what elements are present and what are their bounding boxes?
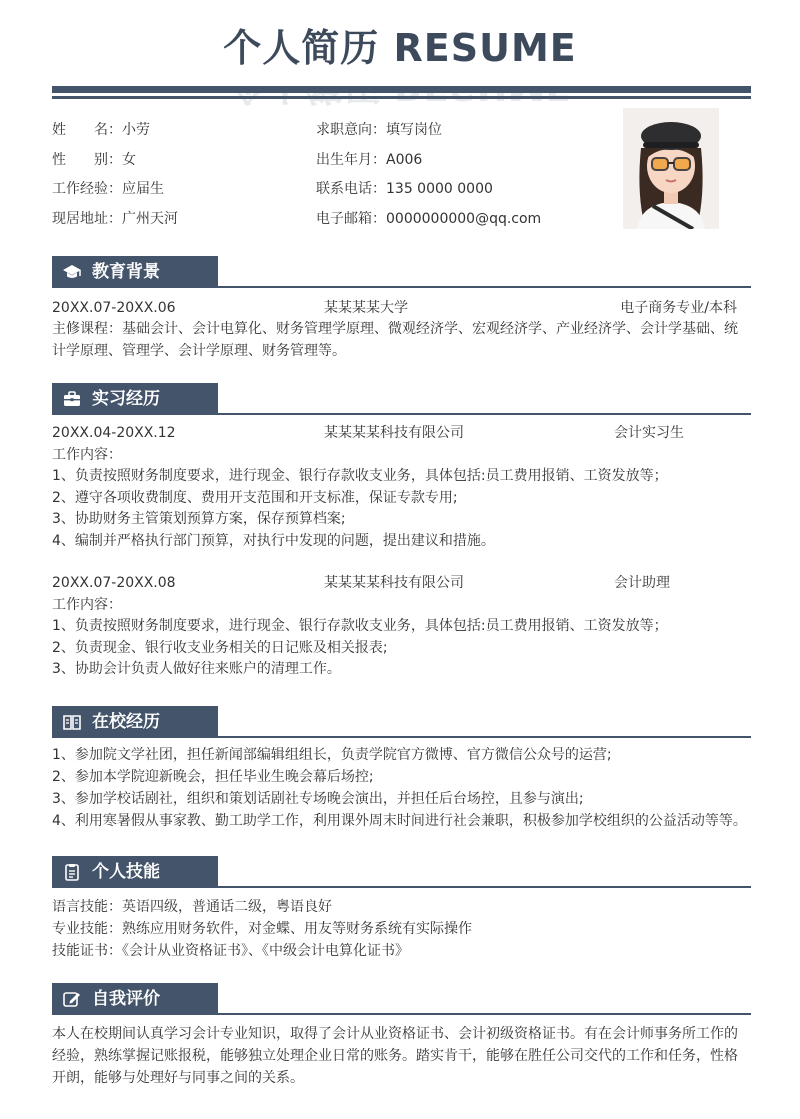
- clipboard-list-icon: [62, 863, 82, 881]
- edit-icon: [62, 990, 82, 1008]
- job-duty: 2、负责现金、银行收支业务相关的日记账及相关报表;: [52, 640, 388, 656]
- job-role: 会计实习生: [614, 425, 684, 441]
- profile-address: 现居地址：广州天河: [52, 211, 178, 227]
- header-divider-thin: [52, 96, 751, 99]
- campus-item: 2、参加本学院迎新晚会，担任毕业生晚会幕后场控;: [52, 769, 374, 785]
- section-self-eval-title: 自我评价: [92, 989, 160, 1009]
- briefcase-icon: [62, 390, 82, 408]
- book-icon: [62, 713, 82, 731]
- section-internship-title: 实习经历: [92, 389, 160, 409]
- job-duty: 1、负责按照财务制度要求，进行现金、银行存款收支业务，具体包括:员工费用报销、工资发放等；: [52, 618, 668, 634]
- job-duty: 2、遵守各项收费制度、费用开支范围和开支标准，保证专款专用;: [52, 490, 458, 506]
- profile-photo: [623, 108, 719, 229]
- skill-item: 技能证书：《会计从业资格证书》、《中级会计电算化证书》: [52, 943, 409, 959]
- campus-item: 3、参加学校话剧社，组织和策划话剧社专场晚会演出，并担任后台场控，且参与演出;: [52, 791, 584, 807]
- internship-job-row: [52, 423, 751, 443]
- job-company: 某某某某科技有限公司: [324, 575, 464, 591]
- section-divider: [218, 286, 751, 288]
- section-self-eval-header: [52, 983, 751, 1015]
- job-period: 20XX.07-20XX.08: [52, 575, 176, 591]
- internship-job-row: [52, 573, 751, 593]
- education-courses-line: 计学原理、管理学、会计学原理、财务管理等。: [52, 343, 346, 359]
- section-campus-header: [52, 706, 751, 738]
- section-divider: [218, 886, 751, 888]
- avatar-illustration: [623, 108, 719, 229]
- header-divider-thick: [52, 86, 751, 93]
- profile-intent: 求职意向：填写岗位: [316, 122, 442, 138]
- job-period: 20XX.04-20XX.12: [52, 425, 176, 441]
- section-education-header: [52, 256, 751, 288]
- profile-birth: 出生年月：A006: [316, 152, 423, 168]
- resume-title: 个人简历 RESUME: [223, 26, 577, 70]
- job-duty: 1、负责按照财务制度要求，进行现金、银行存款收支业务，具体包括:员工费用报销、工资发放等；: [52, 468, 668, 484]
- skill-item: 语言技能：英语四级，普通话二级，粤语良好: [52, 899, 332, 915]
- section-divider: [218, 413, 751, 415]
- self-eval-line: 经验，熟练掌握记账报税，能够独立处理企业日常的账务。踏实肯干，能够在胜任公司交代的工作和任务，性格: [52, 1048, 738, 1064]
- education-period: 20XX.07-20XX.06: [52, 300, 176, 316]
- education-courses-line: 主修课程：基础会计、会计电算化、财务管理学原理、微观经济学、宏观经济学、产业经济学、会计学基础、统: [52, 321, 738, 337]
- job-role: 会计助理: [614, 575, 670, 591]
- education-school: 某某某某大学: [324, 300, 408, 316]
- section-skills-header: [52, 856, 751, 888]
- profile-phone: 联系电话：135 0000 0000: [316, 181, 493, 197]
- job-content-label: 工作内容：: [52, 597, 122, 613]
- skill-item: 专业技能：熟练应用财务软件，对金蝶、用友等财务系统有实际操作: [52, 921, 472, 937]
- section-education-title: 教育背景: [92, 262, 160, 282]
- job-duty: 3、协助财务主管策划预算方案，保存预算档案;: [52, 511, 346, 527]
- profile-experience: 工作经验：应届生: [52, 181, 164, 197]
- profile-gender: 性 别：女: [52, 152, 136, 168]
- section-campus-title: 在校经历: [92, 712, 160, 732]
- campus-item: 4、利用寒暑假从事家教、勤工助学工作，利用课外周末时间进行社会兼职，积极参加学校组织的公益活动等等。: [52, 813, 747, 829]
- profile-email: 电子邮箱：0000000000@qq.com: [316, 211, 542, 227]
- job-content-label: 工作内容：: [52, 447, 122, 463]
- profile-name: 姓 名：小劳: [52, 122, 150, 138]
- graduation-cap-icon: [62, 263, 82, 281]
- self-eval-line: 开朗，能够与处理好与同事之间的关系。: [52, 1070, 304, 1086]
- section-internship-header: [52, 383, 751, 415]
- job-duty: 3、协助会计负责人做好往来账户的清理工作。: [52, 661, 341, 677]
- campus-item: 1、参加院文学社团，担任新闻部编辑组组长，负责学院官方微博、官方微信公众号的运营;: [52, 747, 612, 763]
- section-skills-title: 个人技能: [92, 862, 160, 882]
- self-eval-line: 本人在校期间认真学习会计专业知识，取得了会计从业资格证书、会计初级资格证书。有在会计师事务所工作的: [52, 1026, 738, 1042]
- education-major: 电子商务专业/本科: [620, 300, 737, 316]
- section-divider: [218, 736, 751, 738]
- job-company: 某某某某科技有限公司: [324, 425, 464, 441]
- job-duty: 4、编制并严格执行部门预算，对执行中发现的问题，提出建议和措施。: [52, 533, 495, 549]
- education-row: [52, 298, 751, 318]
- section-divider: [218, 1013, 751, 1015]
